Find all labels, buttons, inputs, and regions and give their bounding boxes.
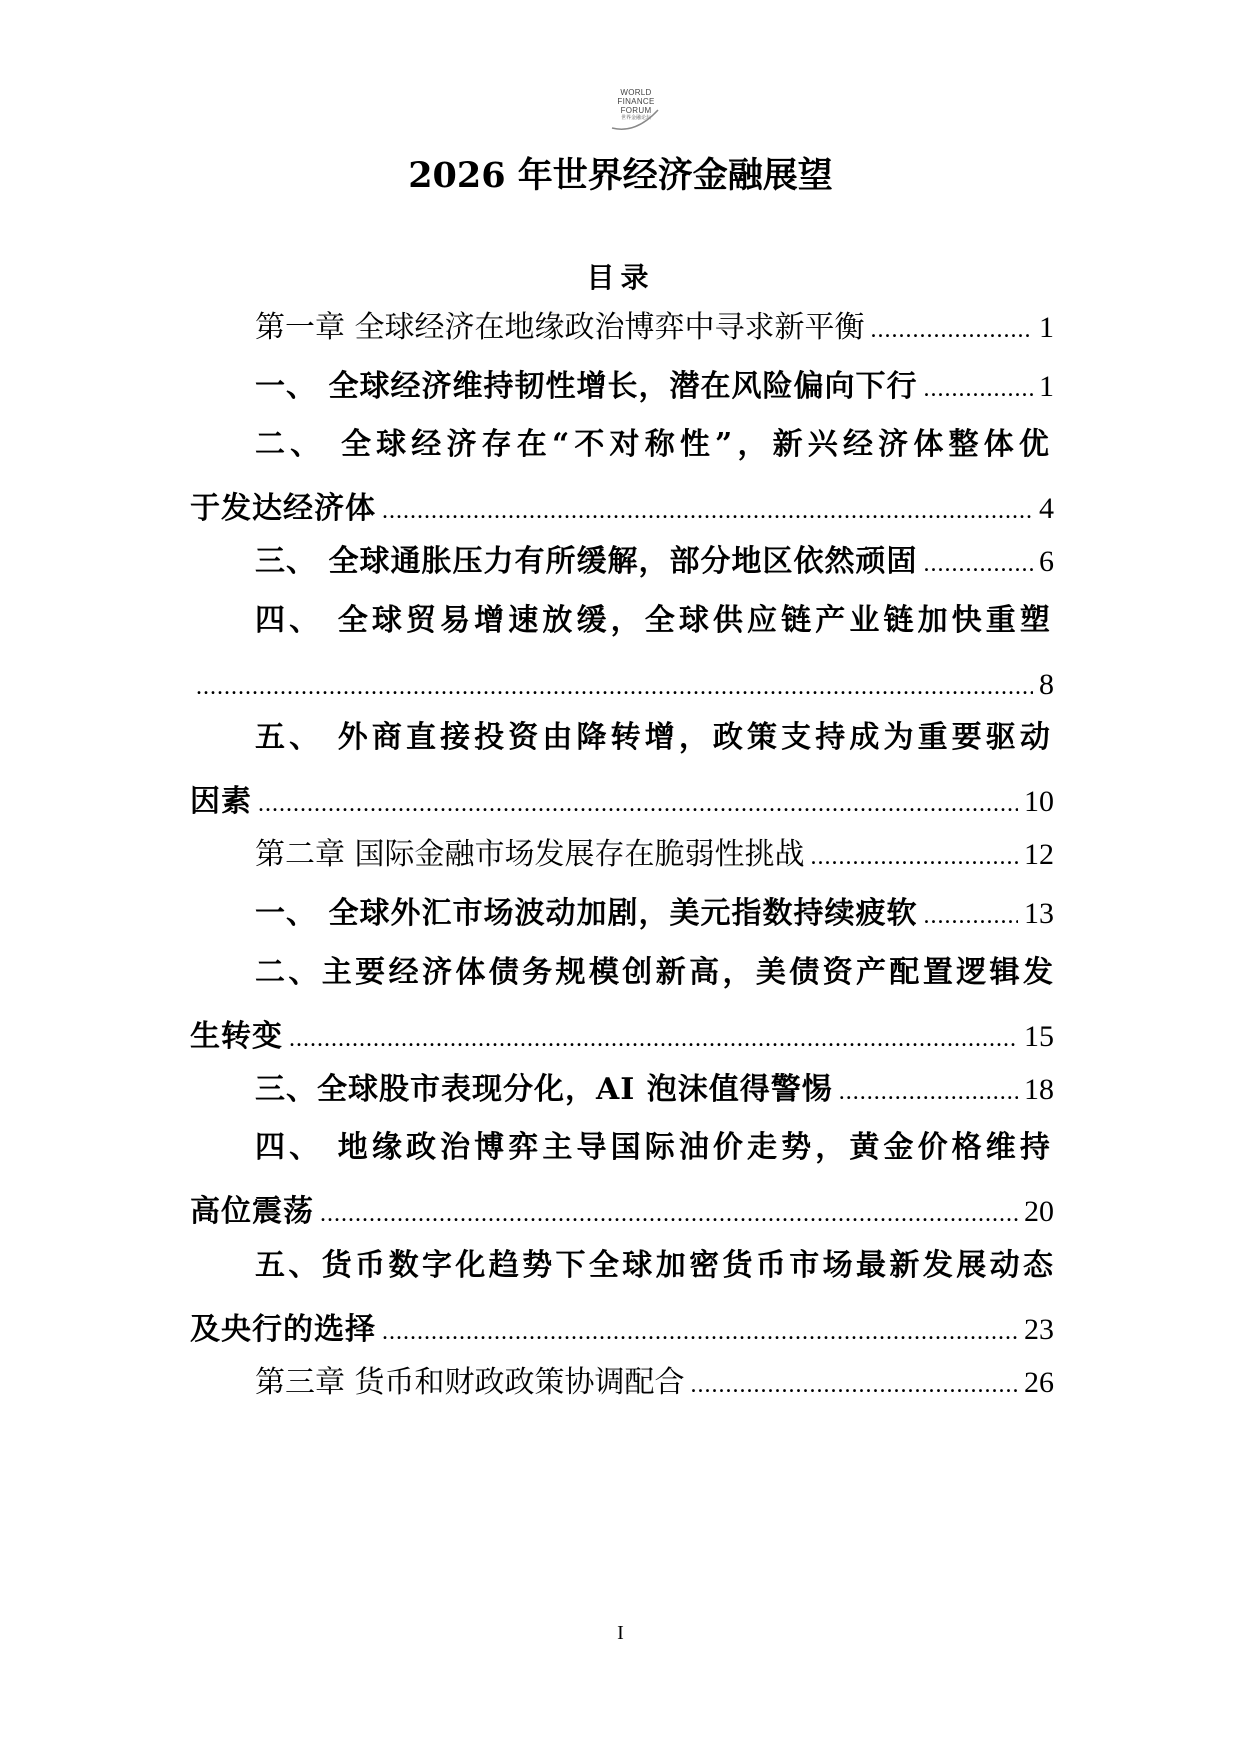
toc-entry[interactable] xyxy=(190,1116,1054,1244)
page-number-footer: I xyxy=(617,1622,624,1644)
toc-entry-title-continued: 及央行的选择 xyxy=(190,1311,376,1347)
toc-entry-title: 四、 地缘政治博弈主导国际油价走势，黄金价格维持 xyxy=(255,1130,1054,1166)
toc-entry-title-continued: 高位震荡 xyxy=(190,1194,314,1230)
toc-entry-title: 第二章 国际金融市场发展存在脆弱性挑战 xyxy=(255,837,805,873)
toc-entry[interactable] xyxy=(190,355,1054,419)
toc-entry-title: 一、 全球外汇市场波动加剧，美元指数持续疲软 xyxy=(255,896,918,931)
toc-leader-dots xyxy=(871,296,1033,360)
toc-entry[interactable] xyxy=(190,530,1054,594)
toc-entry-title: 二、 全球经济存在“不对称性”，新兴经济体整体优 xyxy=(255,427,1054,463)
toc-heading: 目录 xyxy=(586,261,655,294)
logo-line-2: FINANCE xyxy=(617,97,655,106)
document-title: 2026 年世界经济金融展望 xyxy=(408,155,833,196)
toc-page-number: 26 xyxy=(1024,1365,1054,1399)
logo-subtitle: 世界金融论坛 xyxy=(620,115,651,121)
toc-entry-title-continued: 于发达经济体 xyxy=(190,491,376,527)
toc-entry-title: 三、 全球通胀压力有所缓解，部分地区依然顽固 xyxy=(255,544,918,580)
toc-page-number: 10 xyxy=(1024,785,1054,819)
toc-leader-dots xyxy=(691,1351,1018,1415)
logo-swoosh-icon xyxy=(606,88,666,134)
toc-entry[interactable] xyxy=(190,823,1054,887)
toc-entry-title: 第三章 货币和财政政策协调配合 xyxy=(255,1364,685,1400)
toc-entry-title: 第一章 全球经济在地缘政治博弈中寻求新平衡 xyxy=(255,310,865,345)
toc-leader-dots xyxy=(811,823,1018,887)
toc-page-number: 4 xyxy=(1039,492,1054,526)
toc-entry-title: 三、全球股市表现分化，AI 泡沫值得警惕 xyxy=(255,1071,833,1107)
toc-page-number: 1 xyxy=(1039,311,1054,344)
toc-page-number: 18 xyxy=(1024,1072,1054,1106)
logo-line-1: WORLD xyxy=(620,88,652,97)
logo-line-3: FORUM xyxy=(620,106,652,115)
toc-entry-title: 四、 全球贸易增速放缓，全球供应链产业链加快重塑 xyxy=(255,603,1054,638)
toc-entry-title-continued: 生转变 xyxy=(190,1018,283,1054)
toc-leader-dots xyxy=(839,1058,1018,1122)
toc-entry-title: 二、主要经济体债务规模创新高，美债资产配置逻辑发 xyxy=(255,954,1057,990)
toc-entry[interactable] xyxy=(190,882,1054,946)
toc-entry[interactable] xyxy=(190,941,1057,1069)
toc-entry-title-continued: 因素 xyxy=(190,784,252,820)
toc-page-number: 12 xyxy=(1024,838,1054,872)
toc-entry[interactable] xyxy=(190,589,1054,717)
toc-entry[interactable] xyxy=(190,706,1054,834)
toc-page-number: 1 xyxy=(1039,369,1054,403)
toc-entry-title: 一、 全球经济维持韧性增长，潜在风险偏向下行 xyxy=(255,368,918,404)
toc-page-number: 6 xyxy=(1039,545,1054,579)
toc-entry[interactable] xyxy=(190,1234,1057,1362)
toc-leader-dots xyxy=(923,530,1033,594)
toc-leader-dots xyxy=(923,882,1018,946)
toc-entry[interactable] xyxy=(190,1058,1054,1122)
toc-page-number: 8 xyxy=(1039,668,1054,701)
toc-entry-title: 五、 外商直接投资由降转增，政策支持成为重要驱动 xyxy=(255,720,1054,756)
toc-page-number: 23 xyxy=(1024,1312,1054,1346)
toc-entry-title: 五、货币数字化趋势下全球加密货币市场最新发展动态 xyxy=(255,1247,1057,1283)
toc-entry[interactable] xyxy=(190,296,1054,360)
toc-entry[interactable] xyxy=(190,413,1054,541)
forum-logo xyxy=(606,88,666,134)
toc-page-number: 20 xyxy=(1024,1195,1054,1229)
toc-leader-dots xyxy=(923,355,1033,419)
toc-entry[interactable] xyxy=(190,1351,1054,1415)
toc-page-number: 13 xyxy=(1024,897,1054,930)
toc-page-number: 15 xyxy=(1024,1019,1054,1053)
